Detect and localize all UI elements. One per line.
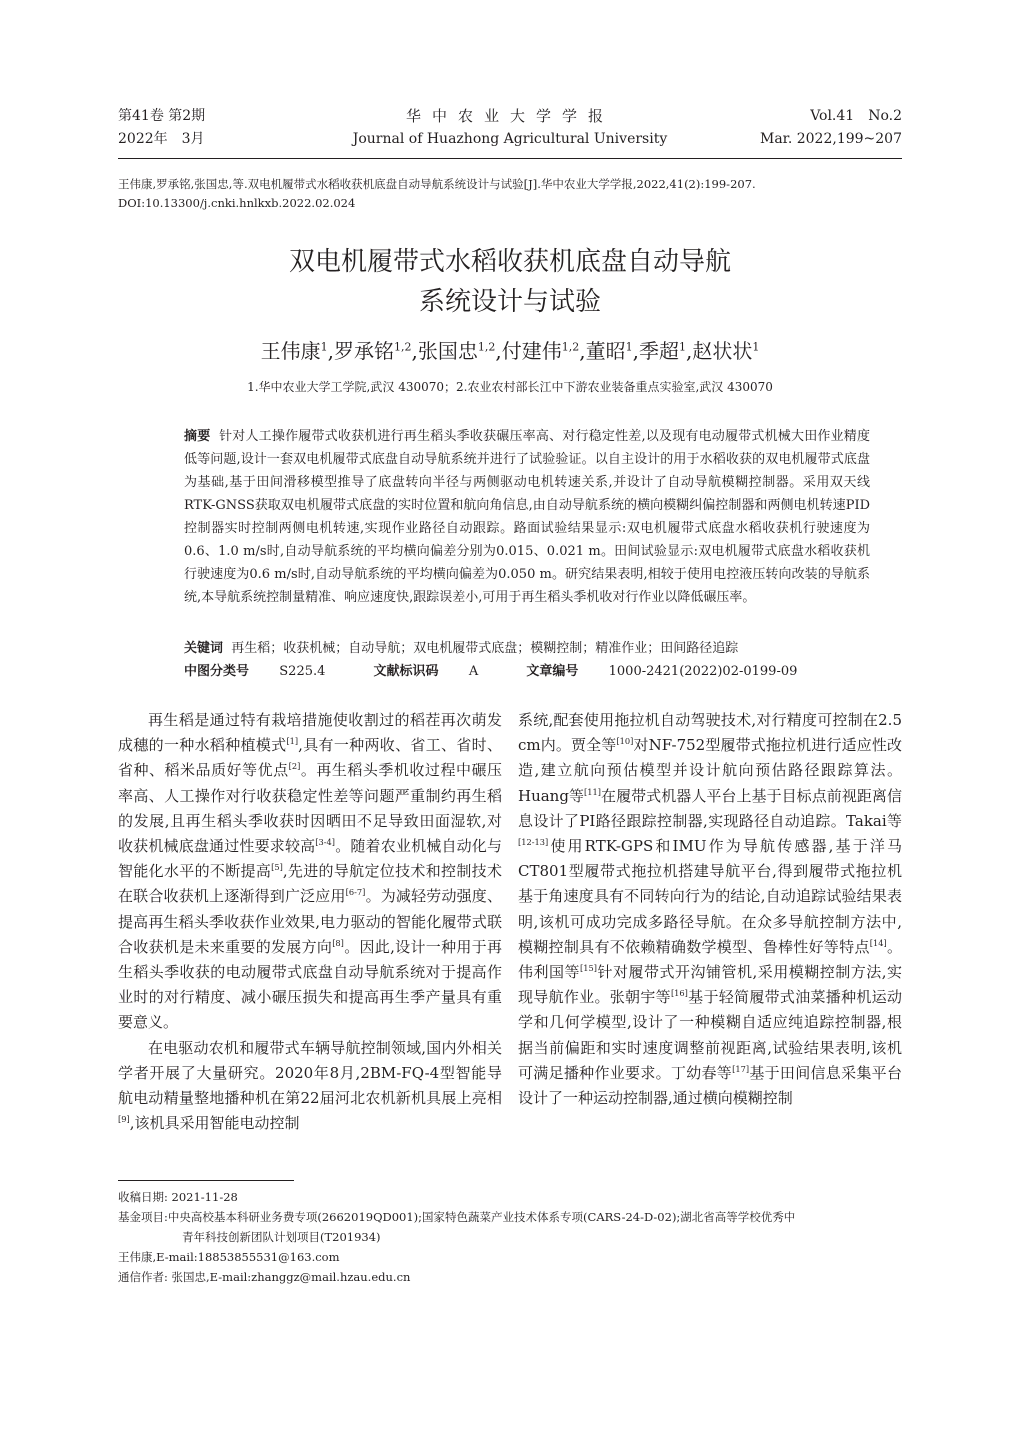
body-paragraph: 系统,配套使用拖拉机自动驾驶技术,对行精度可控制在2.5 cm内。贾全等[10]对NF-752型履带式拖拉机进行适应性改造,建立航向预估模型并设计航向预估路径跟踪算法。Huang等[11]在履带式机器人平台上基于目标点前视距离信息设计了PI路径跟踪控制器,实现路径自动追踪。Takai等[12-13]使用RTK-GPS和IMU作为导航传感器,基于洋马CT801型履带式拖拉机搭建导航平台,得到履带式拖拉机基于角速度具有不同转向行为的结论,自动追踪试验结果表明,该机可成功完成多路径导航。在众多导航控制方法中,模糊控制具有不依赖精确数学模型、鲁棒性好等特点[14]。伟利国等[15]针对履带式开沟铺管机,采用模糊控制方法,实现导航作业。张朝宇等[16]基于轻简履带式油菜播种机运动学和几何学模型,设计了一种模糊自适应纯追踪控制器,根据当前偏距和实时速度调整前视距离,试验结果表明,该机可满足播种作业要求。丁幼春等[17]基于田间信息采集平台设计了一种运动控制器,通过横向模糊控制 xyxy=(518,711,902,1108)
body-column-right xyxy=(518,708,902,1111)
header-pages: Mar. 2022,199~207 xyxy=(760,131,902,147)
header-rule xyxy=(118,158,902,159)
citation-block xyxy=(118,175,908,213)
body-column-left xyxy=(118,708,502,1136)
header-vol-pages xyxy=(760,105,902,151)
author-list: 王伟康$^1$,罗承铭$^{1,2}$,张国忠$^{1,2}$,付建伟$^{1,2}$,董昭$^1$,季超$^1$,赵状状$^1$ xyxy=(260,339,760,363)
abstract xyxy=(184,425,870,609)
header-journal-cn: 华中农业大学学报 xyxy=(405,107,614,125)
header-vol-no: Vol.41 No.2 xyxy=(810,108,902,124)
doc-code-value: A xyxy=(468,664,479,679)
footnote-received: 收稿日期: 2021-11-28 xyxy=(118,1190,238,1204)
ref-mark[interactable]: [17] xyxy=(732,1063,750,1074)
article-no-value: 1000-2421(2022)02-0199-09 xyxy=(608,664,798,679)
author: 赵状状$^1$ xyxy=(692,339,760,363)
header-journal-name xyxy=(310,105,710,151)
author: 张国忠$^{1,2}$ xyxy=(417,339,496,363)
footnote-funding: 基金项目:中央高校基本科研业务费专项(2662019QD001);国家特色蔬菜产业技术体系专项(CARS-24-D-02);湖北省高等学校优秀中 xyxy=(118,1210,796,1224)
author: 王伟康$^1$ xyxy=(260,339,328,363)
author: 付建伟$^{1,2}$ xyxy=(501,339,580,363)
footnote-rule xyxy=(118,1180,294,1181)
classification-line xyxy=(184,660,870,683)
body-paragraph: 再生稻是通过特有栽培措施使收割过的稻茬再次萌发成穗的一种水稻种植模式[1],具有一种两收、省工、省时、省种、稻米品质好等优点[2]。再生稻头季机收过程中碾压率高、人工操作对行收获稳定性差等问题严重制约再生稻的发展,且再生稻头季收获时因晒田不足导致田面湿软,对收获机械底盘通过性要求较高[3-4]。随着农业机械自动化与智能化水平的不断提高[5],先进的导航定位技术和控制技术在联合收获机上逐渐得到广泛应用[6-7]。为减轻劳动强度、提高再生稻头季收获作业效果,电力驱动的智能化履带式联合收获机是未来重要的发展方向[8]。因此,设计一种用于再生稻头季收获的电动履带式底盘自动导航系统对于提高作业时的对行精度、减小碾压损失和提高再生季产量具有重要意义。 xyxy=(118,711,502,1032)
title-line-2: 系统设计与试验 xyxy=(418,287,601,317)
ref-mark[interactable]: [3-4] xyxy=(315,837,336,848)
ref-mark[interactable]: [5] xyxy=(271,862,283,873)
abstract-label: 摘要 xyxy=(184,429,211,444)
ref-mark[interactable]: [9] xyxy=(118,1114,130,1125)
citation-reference: 王伟康,罗承铭,张国忠,等.双电机履带式水稻收获机底盘自动导航系统设计与试验[J].华中农业大学学报,2022,41(2):199-207. xyxy=(118,177,756,191)
ref-mark[interactable]: [15] xyxy=(580,963,597,974)
ref-mark[interactable]: [8] xyxy=(332,937,344,948)
keywords-label: 关键词 xyxy=(184,641,224,656)
footnotes xyxy=(118,1187,908,1287)
ref-mark[interactable]: [10] xyxy=(616,736,634,747)
clc-label: 中图分类号 xyxy=(184,664,250,679)
footnote-corresponding[interactable]: 通信作者: 张国忠,E-mail:zhanggz@mail.hzau.edu.cn xyxy=(118,1270,411,1284)
footnote-funding-cont: 青年科技创新团队计划项目(T201934) xyxy=(182,1230,381,1244)
ref-mark[interactable]: [14] xyxy=(869,937,887,948)
doc-code-label: 文献标识码 xyxy=(373,664,439,679)
keywords-text: 再生稻；收获机械；自动导航；双电机履带式底盘；模糊控制；精准作业；田间路径追踪 xyxy=(231,641,739,656)
ref-mark[interactable]: [1] xyxy=(286,736,299,747)
title-line-1: 双电机履带式水稻收获机底盘自动导航 xyxy=(288,247,731,277)
abstract-text: 针对人工操作履带式收获机进行再生稻头季收获碾压率高、对行稳定性差,以及现有电动履带式机械大田作业精度低等问题,设计一套双电机履带式底盘自动导航系统并进行了试验验证。以自主设计的用于水稻收获的双电机履带式底盘为基础,基于田间滑移模型推导了底盘转向半径与两侧驱动电机转速关系,并设计了自动导航模糊控制器。采用双天线RTK-GNSS获取双电机履带式底盘的实时位置和航向角信息,由自动导航系统的横向模糊纠偏控制器和两侧电机转速PID控制器实时控制两侧电机转速,实现作业路径自动跟踪。路面试验结果显示:双电机履带式底盘水稻收获机行驶速度为0.6、1.0 m/s时,自动导航系统的平均横向偏差分别为0.015、0.021 m。田间试验显示:双电机履带式底盘水稻收获机行驶速度为0.6 m/s时,自动导航系统的平均横向偏差为0.050 m。研究结果表明,相较于使用电控液压转向改装的导航系统,本导航系统控制量精准、响应速度快,跟踪误差小,可用于再生稻头季机收对行作业以降低碾压率。 xyxy=(184,429,870,605)
citation-doi[interactable]: DOI:10.13300/j.cnki.hnlkxb.2022.02.024 xyxy=(118,196,356,210)
footnote-author-email[interactable]: 王伟康,E-mail:18853855531@163.com xyxy=(118,1250,340,1264)
ref-mark[interactable]: [2] xyxy=(288,761,301,772)
header-volume-issue: 第41卷 第2期 xyxy=(118,108,206,124)
affiliation: 1.华中农业大学工学院,武汉 430070；2.农业农村部长江中下游农业装备重点实验室,武汉 430070 xyxy=(247,380,773,394)
header-journal-en: Journal of Huazhong Agricultural University xyxy=(352,131,668,147)
body-paragraph: 在电驱动农机和履带式车辆导航控制领域,国内外相关学者开展了大量研究。2020年8月,2BM-FQ-4型智能导航电动精量整地播种机在第22届河北农机新机具展上亮相[9],该机具采用智能电动控制 xyxy=(118,1038,502,1133)
header-volume-info xyxy=(118,105,205,151)
ref-mark[interactable]: [12-13] xyxy=(518,837,549,848)
article-no-label: 文章编号 xyxy=(526,664,579,679)
author: 董昭$^1$ xyxy=(585,339,633,363)
author: 季超$^1$ xyxy=(638,339,686,363)
ref-mark[interactable]: [11] xyxy=(584,786,601,797)
article-title xyxy=(118,242,902,322)
header-date: 2022年 3月 xyxy=(118,131,205,147)
ref-mark[interactable]: [16] xyxy=(670,988,688,999)
ref-mark[interactable]: [6-7] xyxy=(345,887,366,898)
author: 罗承铭$^{1,2}$ xyxy=(334,339,412,363)
keywords xyxy=(184,637,870,660)
clc-value: S225.4 xyxy=(279,664,326,679)
